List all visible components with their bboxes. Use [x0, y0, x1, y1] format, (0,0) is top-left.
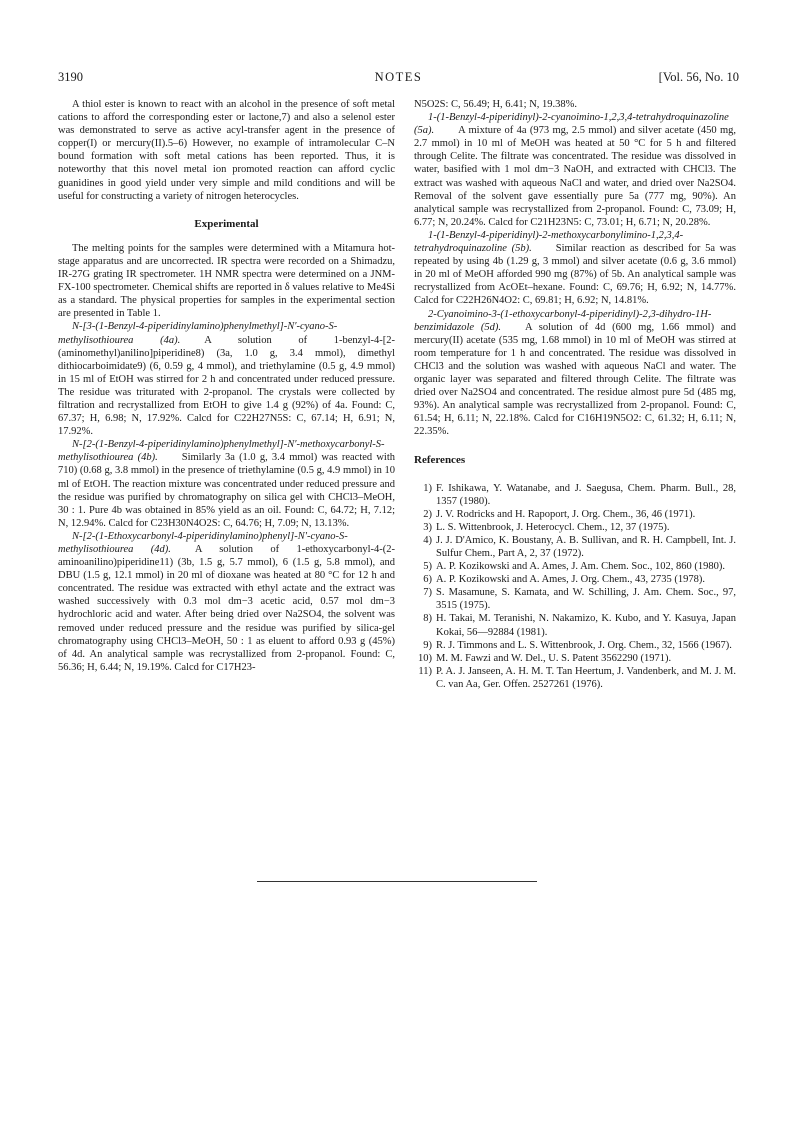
compound-title-4a: N-[3-(1-Benzyl-4-piperidinylamino)phenylmethyl]-N′-cyano-S-methylisothiourea (4a).: [58, 321, 338, 346]
compound-title-5a: 1-(1-Benzyl-4-piperidinyl)-2-cyanoimino-1,2,3,4-tetrahydroquinazoline (5a).: [414, 112, 729, 137]
reference-text: H. Takai, M. Teranishi, N. Nakamizo, K. Kubo, and Y. Kasuya, Japan Kokai, 56—92884 (1981).: [436, 613, 736, 638]
reference-item: 4) J. J. D'Amico, K. Boustany, A. B. Sullivan, and R. H. Campbell, Int. J. Sulfur Chem., Part A, 2, 37 (1972).: [423, 534, 736, 559]
compound-title-4b: N-[2-(1-Benzyl-4-piperidinylamino)phenylmethyl]-N′-methoxycarbonyl-S-methylisothiourea (4b).: [58, 439, 385, 464]
experimental-heading: Experimental: [194, 217, 259, 230]
reference-item: 10) M. M. Fawzi and W. Del., U. S. Patent 3562290 (1971).: [418, 652, 672, 664]
compound-title-4d: N-[2-(1-Ethoxycarbonyl-4-piperidinylamino)phenyl]-N′-cyano-S-methylisothiourea (4d).: [58, 530, 348, 555]
reference-item: 2) J. V. Rodricks and H. Rapoport, J. Org. Chem., 36, 46 (1971).: [423, 508, 696, 520]
page-header: [58, 70, 739, 86]
reference-item: 7) S. Masamune, S. Kamata, and W. Schilling, J. Am. Chem. Soc., 97, 3515 (1975).: [423, 587, 736, 612]
procedure-4d: [58, 530, 395, 674]
procedure-5a: [414, 111, 736, 229]
procedure-4d-continued: N5O2S: C, 56.49; H, 6.41; N, 19.38%.: [414, 99, 578, 110]
reference-item: 3) L. S. Wittenbrook, J. Heterocycl. Chem., 12, 37 (1975).: [423, 521, 670, 533]
procedure-5b: [414, 229, 736, 308]
left-column: [58, 98, 395, 674]
intro-paragraph: A thiol ester is known to react with an alcohol in the presence of soft metal cations to afford the corresponding ester or lactone,7) and also a selenol ester was demonstrated to serve as active acyl-transfer agent in the presence of copper(I) or mercury(II).5–6) However, no example of intramolecular C–N bound formation with soft metal cations has been reported. Thus, it is noteworthy that this novel metal ion promoted reaction can afford cyclic guanidines in good yield under very simple and mild conditions and will be useful for constructing a variety of nitrogen heterocycles.: [58, 99, 395, 202]
reference-text: A. P. Kozikowski and A. Ames, J. Am. Chem. Soc., 102, 860 (1980).: [436, 561, 726, 573]
end-rule: [257, 881, 537, 882]
references-heading: References: [414, 454, 466, 467]
page-number: 3190: [58, 70, 83, 84]
procedure-4b: [58, 438, 395, 530]
reference-item: 8) H. Takai, M. Teranishi, N. Nakamizo, K. Kubo, and Y. Kasuya, Japan Kokai, 56—92884 (1981).: [423, 613, 736, 638]
reference-list: [414, 482, 736, 692]
reference-text: R. J. Timmons and L. S. Wittenbrook, J. Org. Chem., 32, 1566 (1967).: [436, 639, 732, 651]
volume-info: [Vol. 56, No. 10: [658, 70, 739, 84]
reference-text: A. P. Kozikowski and A. Ames, J. Org. Chem., 43, 2735 (1978).: [436, 574, 706, 586]
reference-text: J. J. D'Amico, K. Boustany, A. B. Sullivan, and R. H. Campbell, Int. J. Sulfur Chem., Part A, 2, 37 (1972).: [436, 534, 736, 559]
procedure-5d: [414, 308, 736, 439]
procedure-4a: [58, 320, 395, 438]
reference-item: 11) P. A. J. Janseen, A. H. M. T. Tan Heertum, J. Vandenberk, and M. J. M. C. van Aa, Ger. Offen. 2527261 (1976).: [418, 665, 736, 690]
right-column: [414, 98, 736, 691]
procedure-body-5d: A solution of 4d (600 mg, 1.66 mmol) and mercury(II) acetate (535 mg, 1.68 mmol) in 10 ml of MeOH was stirred at room temperature for 1 h and concentrated. The residue was dissolved in CHCl3 and the solution was washed with aqueous NaCl and water. The organic layer was separated and filtered through Celite. The filtrate was dried over Na2SO4 and concentrated. The residue almost pure 5d (485 mg, 93%). An analytical sample was recrystallized from 2-propanol. Found: C, 61.54; H, 6.11; N, 22.18%. Calcd for C16H19N5O2: C, 61.32; H, 6.11; N, 22.35%.: [414, 321, 736, 438]
reference-item: 5) A. P. Kozikowski and A. Ames, J. Am. Chem. Soc., 102, 860 (1980).: [423, 561, 726, 573]
procedure-body-5b: Similar reaction as described for 5a was repeated by using 4b (1.29 g, 3 mmol) and silver acetate (0.6 g, 3.6 mmol) in 20 ml of MeOH afforded 990 mg (87%) of 5b. An analytical sample was recrystallized from AcOEt–hexane. Found: C, 69.76; H, 6.92; N, 14.77%. Calcd for C22H26N4O2: C, 69.81; H, 6.92; N, 14.81%.: [414, 243, 736, 307]
reference-text: S. Masamune, S. Kamata, and W. Schilling, J. Am. Chem. Soc., 97, 3515 (1975).: [436, 587, 736, 612]
procedure-body-5a: A mixture of 4a (973 mg, 2.5 mmol) and silver acetate (450 mg, 2.7 mmol) in 10 ml of MeOH was heated at 50 °C for 5 h and filtered through Celite. The filtrate was concentrated. The residue was dissolved in water, basified with 1 mol dm−3 NaOH, and extracted with CHCl3. The extract was washed with aqueous NaCl and water, and dried over Na2SO4. Removal of the solvent gave essentially pure 5a (777 mg, 90%). An analytical sample was recrystallized from 2-propanol. Found: C, 73.09; H, 6.77; N, 20.24%. Calcd for C21H23N5: C, 73.01; H, 6.71; N, 20.28%.: [414, 125, 736, 228]
reference-text: J. V. Rodricks and H. Rapoport, J. Org. Chem., 36, 46 (1971).: [436, 508, 696, 520]
procedure-body-4d: A solution of 1-ethoxycarbonyl-4-(2-aminoanilino)piperidine11) (3b, 1.5 g, 5.7 mmol), 6 (1.5 g, 5.8 mmol), and DBU (1.5 g, 12.1 mmol) in 20 ml of dioxane was heated at 80 °C for 12 h and concentrated. The residue was extracted with ethyl actate and the extract was washed successively with 0.3 mol dm−3 acetic acid, 0.57 mol dm−3 hydrochloric acid and water. After being dried over Na2SO4, the solvent was removed under reduced pressure and the residue was purified by silica-gel chromatography using CHCl3–MeOH, 50 : 1 as eluent to afford 0.93 g (45%) of 4d. An analytical sample was recrystallized from 2-propanol. Found: C, 56.36; H, 6.44; N, 19.19%. Calcd for C17H23-: [58, 544, 395, 673]
reference-item: 9) R. J. Timmons and L. S. Wittenbrook, J. Org. Chem., 32, 1566 (1967).: [423, 639, 732, 651]
compound-title-5b: 1-(1-Benzyl-4-piperidinyl)-2-methoxycarbonylimino-1,2,3,4-tetrahydroquinazoline (5b).: [414, 229, 684, 255]
reference-text: M. M. Fawzi and W. Del., U. S. Patent 3562290 (1971).: [436, 652, 672, 664]
procedure-body-4b: Similarly 3a (1.0 g, 3.4 mmol) was reacted with 710) (0.68 g, 3.8 mmol) in the presence of triethylamine (0.5 g, 4.9 mmol) in 10 ml of EtOH. The reaction mixture was concentrated under reduced pressure and the residue was purified by chromatography on silica gel with CHCl3–MeOH, 30 : 1. Pure 4b was obtained in 85% yield as an oil. Found: C, 64.72; H, 7.12; N, 12.94%. Calcd for C23H30N4O2S: C, 64.76; H, 7.09; N, 13.13%.: [58, 452, 395, 529]
reference-text: L. S. Wittenbrook, J. Heterocycl. Chem., 12, 37 (1975).: [436, 521, 670, 533]
general-methods-paragraph: The melting points for the samples were determined with a Mitamura hot-stage apparatus and are uncorrected. IR spectra were recorded on a Shimadzu, IR-27G grating IR spectrometer. 1H NMR spectra were determined on a JNM-FX-100 spectrometer. Chemical shifts are reported in δ values relative to Me4Si as a standard. The physical properties for samples in the experimental section are presented in Table 1.: [58, 242, 395, 320]
reference-text: F. Ishikawa, Y. Watanabe, and J. Saegusa, Chem. Pharm. Bull., 28, 1357 (1980).: [436, 482, 736, 507]
reference-item: 6) A. P. Kozikowski and A. Ames, J. Org. Chem., 43, 2735 (1978).: [423, 574, 706, 586]
reference-text: P. A. J. Janseen, A. H. M. T. Tan Heertum, J. Vandenberk, and M. J. M. C. van Aa, Ger. Offen. 2527261 (1976).: [436, 665, 736, 690]
compound-title-5d: 2-Cyanoimino-3-(1-ethoxycarbonyl-4-piperidinyl)-2,3-dihydro-1H-benzimidazole (5d).: [414, 308, 712, 333]
procedure-body-4a: A solution of 1-benzyl-4-[2-(aminomethyl)anilino]piperidine8) (3a, 1.0 g, 3.4 mmol), dimethyl dithiocarboimidate9) (6, 0.59 g, 4 mmol), and triethylamine (0.5 g, 4.9 mmol) in 15 ml of EtOH was stirred for 2 h and concentrated under reduced pressure. The residue was triturated with 2-propanol. The crystals were collected by filtration and recrystallized from EtOH to give 1.4 g (92%) of 4a. Found: C, 67.37; H, 6.98; N, 17.92%. Calcd for C22H27N5S: C, 67.14; H, 6.91; N, 17.92%.: [58, 334, 395, 438]
section-title: NOTES: [374, 70, 423, 84]
reference-item: 1) F. Ishikawa, Y. Watanabe, and J. Saegusa, Chem. Pharm. Bull., 28, 1357 (1980).: [423, 482, 736, 507]
